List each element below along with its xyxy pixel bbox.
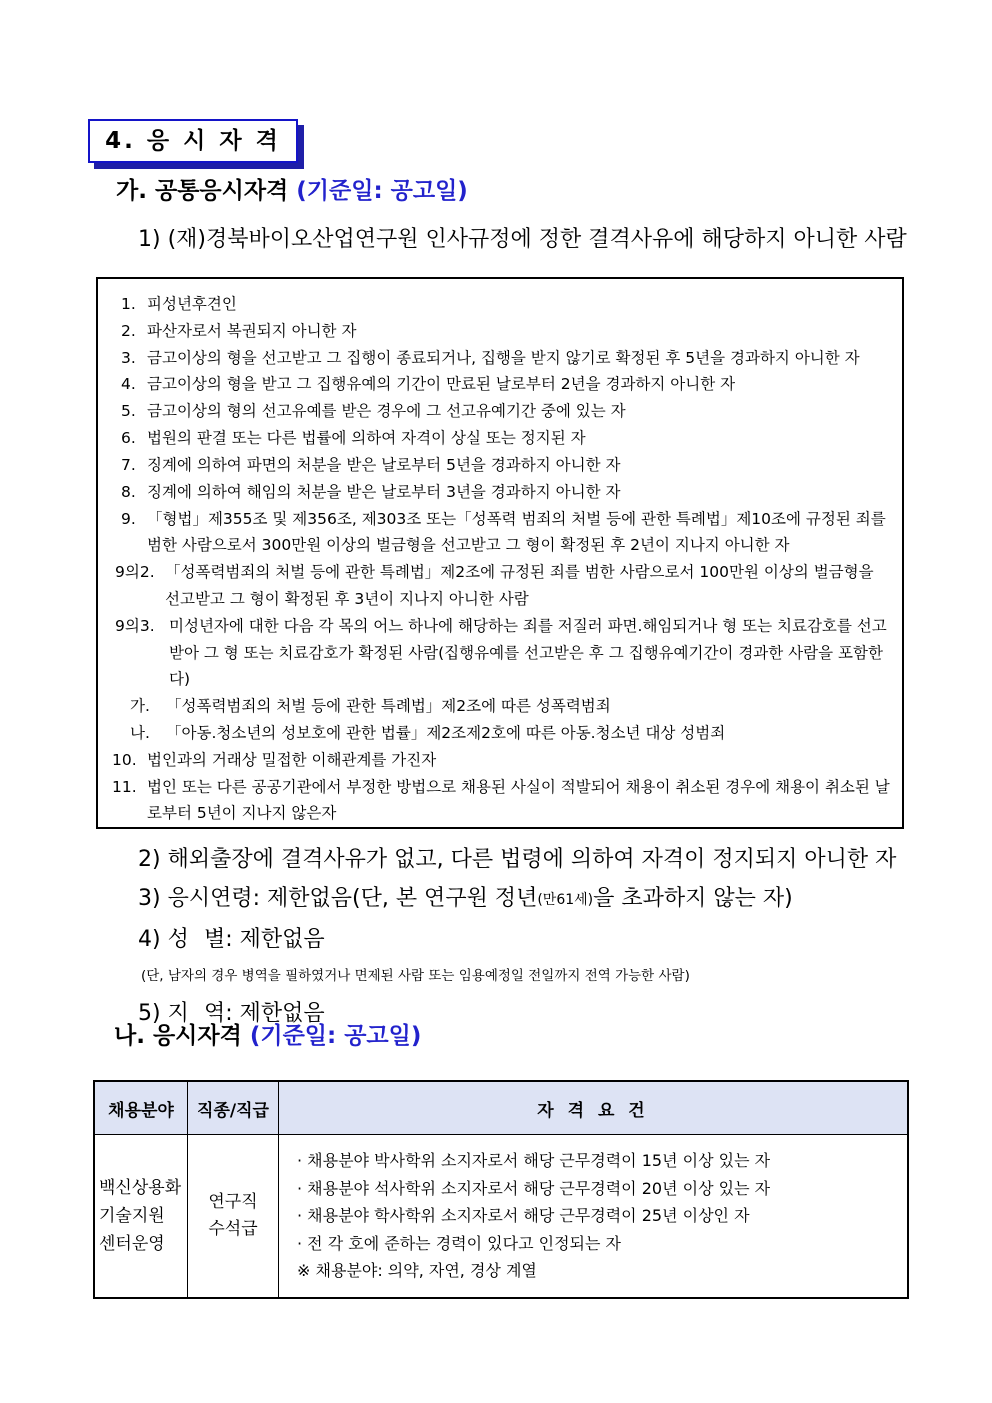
disqualification-item bbox=[112, 747, 892, 774]
disqualification-item bbox=[112, 452, 892, 479]
requirement-line-list bbox=[297, 1147, 907, 1285]
disqualification-item-number: 4. bbox=[121, 375, 136, 394]
common-item-5-value: 역: 제한없음 bbox=[204, 1001, 325, 1026]
disqualification-item-number: 3. bbox=[121, 348, 136, 367]
disqualification-item-text: 금고이상의 형의 선고유예를 받은 경우에 그 선고유예기간 중에 있는 자 bbox=[147, 402, 626, 421]
heading-common-qualification-criteria: (기준일: 공고일) bbox=[296, 178, 468, 204]
column-header-jobtype: 직종/직급 bbox=[188, 1081, 279, 1135]
disqualification-item-text: 피성년후견인 bbox=[147, 295, 237, 313]
disqualification-item bbox=[112, 613, 892, 693]
common-item-3-suffix: 을 초과하지 않는 자) bbox=[593, 886, 793, 911]
common-item-4 bbox=[138, 927, 325, 952]
cell-jobtype-line-2: 수석급 bbox=[208, 1218, 258, 1239]
disqualification-item-number: 나. bbox=[130, 724, 150, 742]
disqualification-item-number: 7. bbox=[121, 455, 136, 474]
disqualification-item-text: 「아동.청소년의 성보호에 관한 법률」제2조제2호에 따른 아동.청소년 대상 성범죄 bbox=[166, 724, 726, 742]
heading-qualification-criteria: (기준일: 공고일) bbox=[249, 1023, 422, 1049]
requirement-line: ※ 채용분야: 의약, 자연, 경상 계열 bbox=[297, 1261, 537, 1281]
disqualification-box bbox=[96, 277, 904, 829]
disqualification-item-number: 5. bbox=[121, 402, 136, 421]
section-title-text: 4. 응 시 자 격 bbox=[105, 127, 281, 154]
disqualification-item-number: 11. bbox=[112, 777, 137, 796]
disqualification-item bbox=[112, 774, 892, 828]
column-header-field: 채용분야 bbox=[94, 1081, 188, 1135]
disqualification-item-text: 법인 또는 다른 공공기관에서 부정한 방법으로 채용된 사실이 적발되어 채용이 취소된 경우에 채용이 취소된 날로부터 5년이 지나지 않은자 bbox=[147, 777, 890, 823]
disqualification-item-text: 미성년자에 대한 다음 각 목의 어느 하나에 해당하는 죄를 저질러 파면.해임되거나 형 또는 치료감호를 선고받아 그 형 또는 치료감호가 확정된 사람(집행유예를 선고받은 후 그 집행유예기간이 경과한 사람을 포함한다) bbox=[169, 616, 887, 689]
table-row bbox=[94, 1135, 908, 1298]
disqualification-item bbox=[112, 559, 892, 613]
disqualification-item bbox=[112, 720, 892, 747]
disqualification-item-number: 가. bbox=[130, 697, 150, 716]
cell-field-line-1: 백신상용화 bbox=[99, 1177, 182, 1198]
disqualification-item-number: 8. bbox=[121, 482, 136, 501]
disqualification-item-number: 2. bbox=[121, 321, 136, 340]
disqualification-item-text: 법원의 판결 또는 다른 법률에 의하여 자격이 상실 또는 정지된 자 bbox=[147, 429, 586, 448]
disqualification-item-text: 법인과의 거래상 밀접한 이해관계를 가진자 bbox=[147, 750, 437, 769]
disqualification-item-number: 10. bbox=[112, 750, 137, 769]
cell-field bbox=[94, 1135, 188, 1298]
disqualification-item-number: 9의2. bbox=[115, 563, 155, 582]
common-item-4-value: 별: 제한없음 bbox=[204, 927, 325, 952]
heading-common-qualification-label: 가. 공통응시자격 bbox=[116, 178, 297, 204]
disqualification-item bbox=[112, 398, 892, 425]
common-item-1: 1) (재)경북바이오산업연구원 인사규정에 정한 결격사유에 해당하지 아니한 사람 bbox=[138, 227, 907, 252]
column-header-requirements bbox=[279, 1081, 909, 1135]
disqualification-list bbox=[112, 291, 892, 827]
table-header-row bbox=[94, 1081, 908, 1135]
common-item-2: 2) 해외출장에 결격사유가 없고, 다른 법령에 의하여 자격이 정지되지 아니한 자 bbox=[138, 847, 897, 872]
disqualification-item bbox=[112, 291, 892, 318]
disqualification-item bbox=[112, 479, 892, 506]
section-title-box bbox=[88, 119, 298, 163]
requirement-line: · 채용분야 석사학위 소지자로서 해당 근무경력이 20년 이상 있는 자 bbox=[297, 1178, 771, 1198]
qualification-table-head bbox=[94, 1081, 908, 1135]
common-item-5-label: 5) 지 bbox=[138, 1001, 189, 1026]
common-item-3-prefix: 3) 응시연령: 제한없음(단, 본 연구원 정년 bbox=[138, 886, 538, 911]
disqualification-item-text: 「성폭력범죄의 처벌 등에 관한 특례법」제2조에 따른 성폭력범죄 bbox=[166, 697, 611, 716]
common-item-4-label: 4) 성 bbox=[138, 927, 189, 952]
disqualification-item-text: 징계에 의하여 파면의 처분을 받은 날로부터 5년을 경과하지 아니한 자 bbox=[147, 455, 621, 474]
common-item-3-age-note: (만61세) bbox=[537, 892, 594, 908]
disqualification-item bbox=[112, 693, 892, 720]
column-header-requirements-text: 자 격 요 건 bbox=[537, 1100, 649, 1121]
requirement-line: · 채용분야 학사학위 소지자로서 해당 근무경력이 25년 이상인 자 bbox=[297, 1206, 750, 1226]
cell-requirements bbox=[279, 1135, 909, 1298]
disqualification-item-number: 9의3. bbox=[115, 616, 155, 635]
cell-jobtype bbox=[188, 1135, 279, 1298]
disqualification-item-text: 금고이상의 형을 받고 그 집행유예의 기간이 만료된 날로부터 2년을 경과하지 아니한 자 bbox=[147, 375, 736, 394]
heading-qualification-label: 나. 응시자격 bbox=[114, 1023, 250, 1049]
common-item-3 bbox=[138, 886, 793, 911]
heading-qualification bbox=[114, 1024, 421, 1049]
disqualification-item-number: 9. bbox=[121, 509, 136, 528]
requirement-line: · 채용분야 박사학위 소지자로서 해당 근무경력이 15년 이상 있는 자 bbox=[297, 1151, 771, 1170]
qualification-table bbox=[93, 1080, 909, 1299]
disqualification-item-text: 금고이상의 형을 선고받고 그 집행이 종료되거나, 집행을 받지 않기로 확정된 후 5년을 경과하지 아니한 자 bbox=[147, 348, 860, 367]
section-title-frame bbox=[88, 119, 298, 163]
requirement-line: · 전 각 호에 준하는 경력이 있다고 인정되는 자 bbox=[297, 1233, 621, 1253]
cell-field-line-3: 센터운영 bbox=[99, 1233, 165, 1254]
disqualification-item-text: 징계에 의하여 해임의 처분을 받은 날로부터 3년을 경과하지 아니한 자 bbox=[147, 482, 621, 501]
disqualification-item-text: 「형법」제355조 및 제356조, 제303조 또는「성폭력 범죄의 처벌 등에 관한 특례법」제10조에 규정된 죄를 범한 사람으로서 300만원 이상의 벌금형을 선고받고 그 형이 확정된 후 2년이 지나지 아니한 자 bbox=[147, 509, 886, 555]
common-item-4-note: (단, 남자의 경우 병역을 필하였거나 면제된 사람 또는 임용예정일 전일까지 전역 가능한 사람) bbox=[141, 968, 690, 984]
disqualification-item-number: 6. bbox=[121, 429, 136, 448]
disqualification-item bbox=[112, 318, 892, 345]
disqualification-item bbox=[112, 425, 892, 452]
disqualification-item-text: 파산자로서 복권되지 아니한 자 bbox=[147, 321, 357, 340]
cell-field-line-2: 기술지원 bbox=[99, 1205, 165, 1226]
disqualification-item-text: 「성폭력범죄의 처벌 등에 관한 특례법」제2조에 규정된 죄를 범한 사람으로서 100만원 이상의 벌금형을 선고받고 그 형이 확정된 후 3년이 지나지 아니한 사람 bbox=[165, 563, 874, 608]
disqualification-item-number: 1. bbox=[121, 295, 136, 313]
disqualification-item bbox=[112, 371, 892, 398]
disqualification-item bbox=[112, 345, 892, 372]
disqualification-item bbox=[112, 506, 892, 560]
heading-common-qualification bbox=[116, 179, 468, 204]
qualification-table-body bbox=[94, 1135, 908, 1298]
cell-jobtype-line-1: 연구직 bbox=[208, 1191, 258, 1212]
